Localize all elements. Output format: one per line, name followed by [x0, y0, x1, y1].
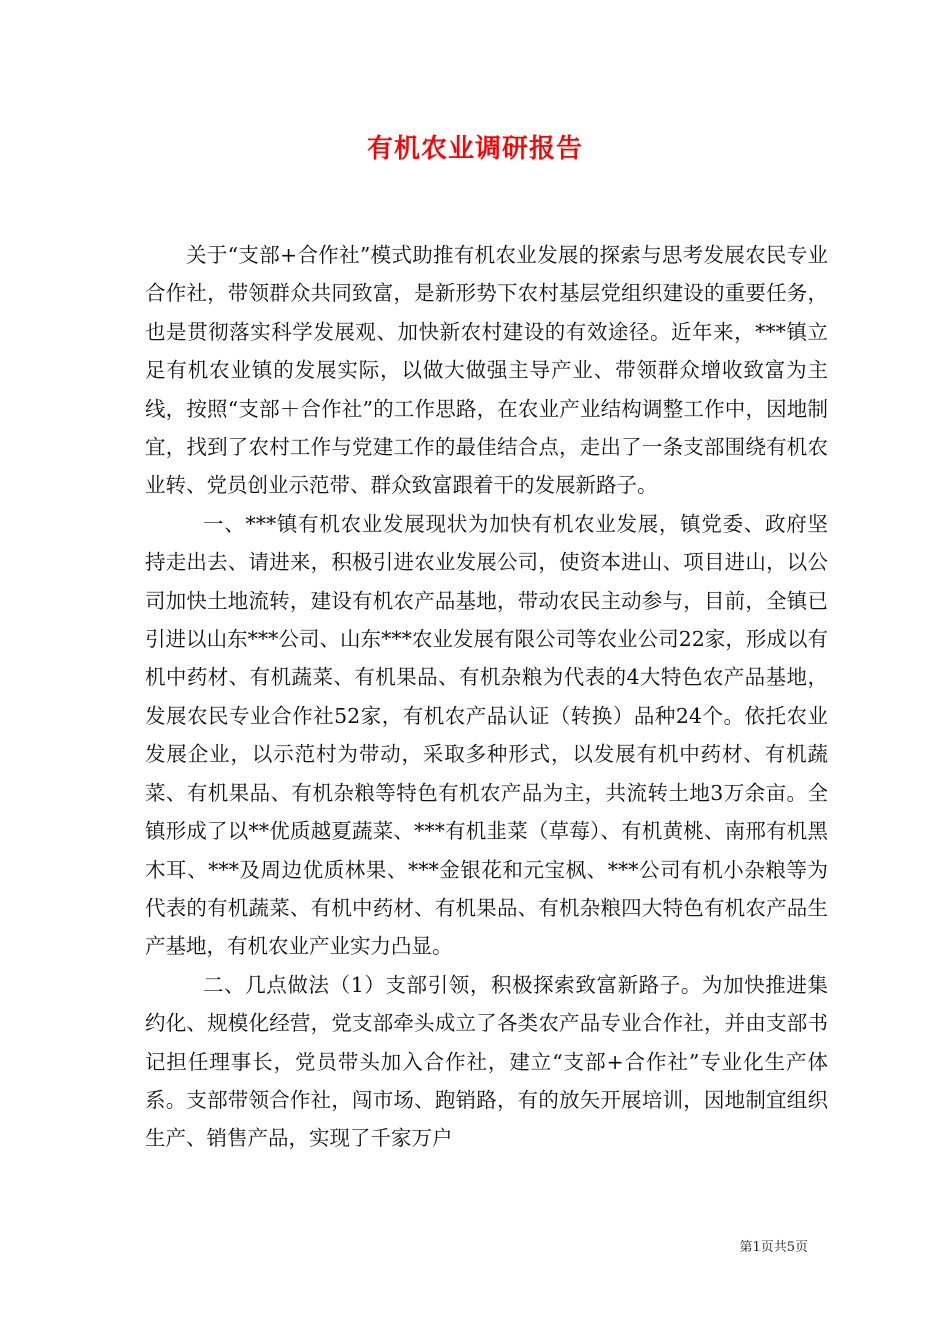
- paragraph-section-two: 二、几点做法（1）支部引领，积极探索致富新路子。为加快推进集约化、规模化经营，党支部牵头成立了各类农产品专业合作社，并由支部书记担任理事长，党员带头加入合作社，建立“支部+合作社”专业化生产体系。支部带领合作社，闯市场、跑销路，有的放矢开展培训，因地制宜组织生产、销售产品，实现了千家万户: [145, 972, 828, 1151]
- document-title: 有机农业调研报告: [366, 134, 583, 164]
- document-body: [145, 236, 828, 1158]
- paragraph-section-one: 一、***镇有机农业发展现状为加快有机农业发展，镇党委、政府坚持走出去、请进来，积极引进农业发展公司，使资本进山、项目进山，以公司加快土地流转，建设有机农产品基地，带动农民主动参与，目前，全镇已引进以山东***公司、山东***农业发展有限公司等农业公司22家，形成以有机中药材、有机蔬菜、有机果品、有机杂粮为代表的4大特色农产品基地，发展农民专业合作社52家，有机农产品认证（转换）品种24个。依托农业发展企业，以示范村为带动，采取多种形式，以发展有机中药材、有机蔬菜、有机果品、有机杂粮等特色有机农产品为主，共流转土地3万余亩。全镇形成了以**优质越夏蔬菜、***有机韭菜（草莓）、有机黄桃、南邢有机黑木耳、***及周边优质林果、***金银花和元宝枫、***公司有机小杂粮等为代表的有机蔬菜、有机中药材、有机果品、有机杂粮四大特色有机农产品生产基地，有机农业产业实力凸显。: [145, 511, 828, 959]
- paragraph-intro: 关于“支部+合作社”模式助推有机农业发展的探索与思考发展农民专业合作社，带领群众共同致富，是新形势下农村基层党组织建设的重要任务，也是贯彻落实科学发展观、加快新农村建设的有效途径。近年来，***镇立足有机农业镇的发展实际，以做大做强主导产业、带领群众增收致富为主线，按照“支部＋合作社”的工作思路，在农业产业结构调整工作中，因地制宜，找到了农村工作与党建工作的最佳结合点，走出了一条支部围绕有机农业转、党员创业示范带、群众致富跟着干的发展新路子。: [145, 243, 828, 498]
- page-number: 第1页共5页: [739, 1240, 808, 1255]
